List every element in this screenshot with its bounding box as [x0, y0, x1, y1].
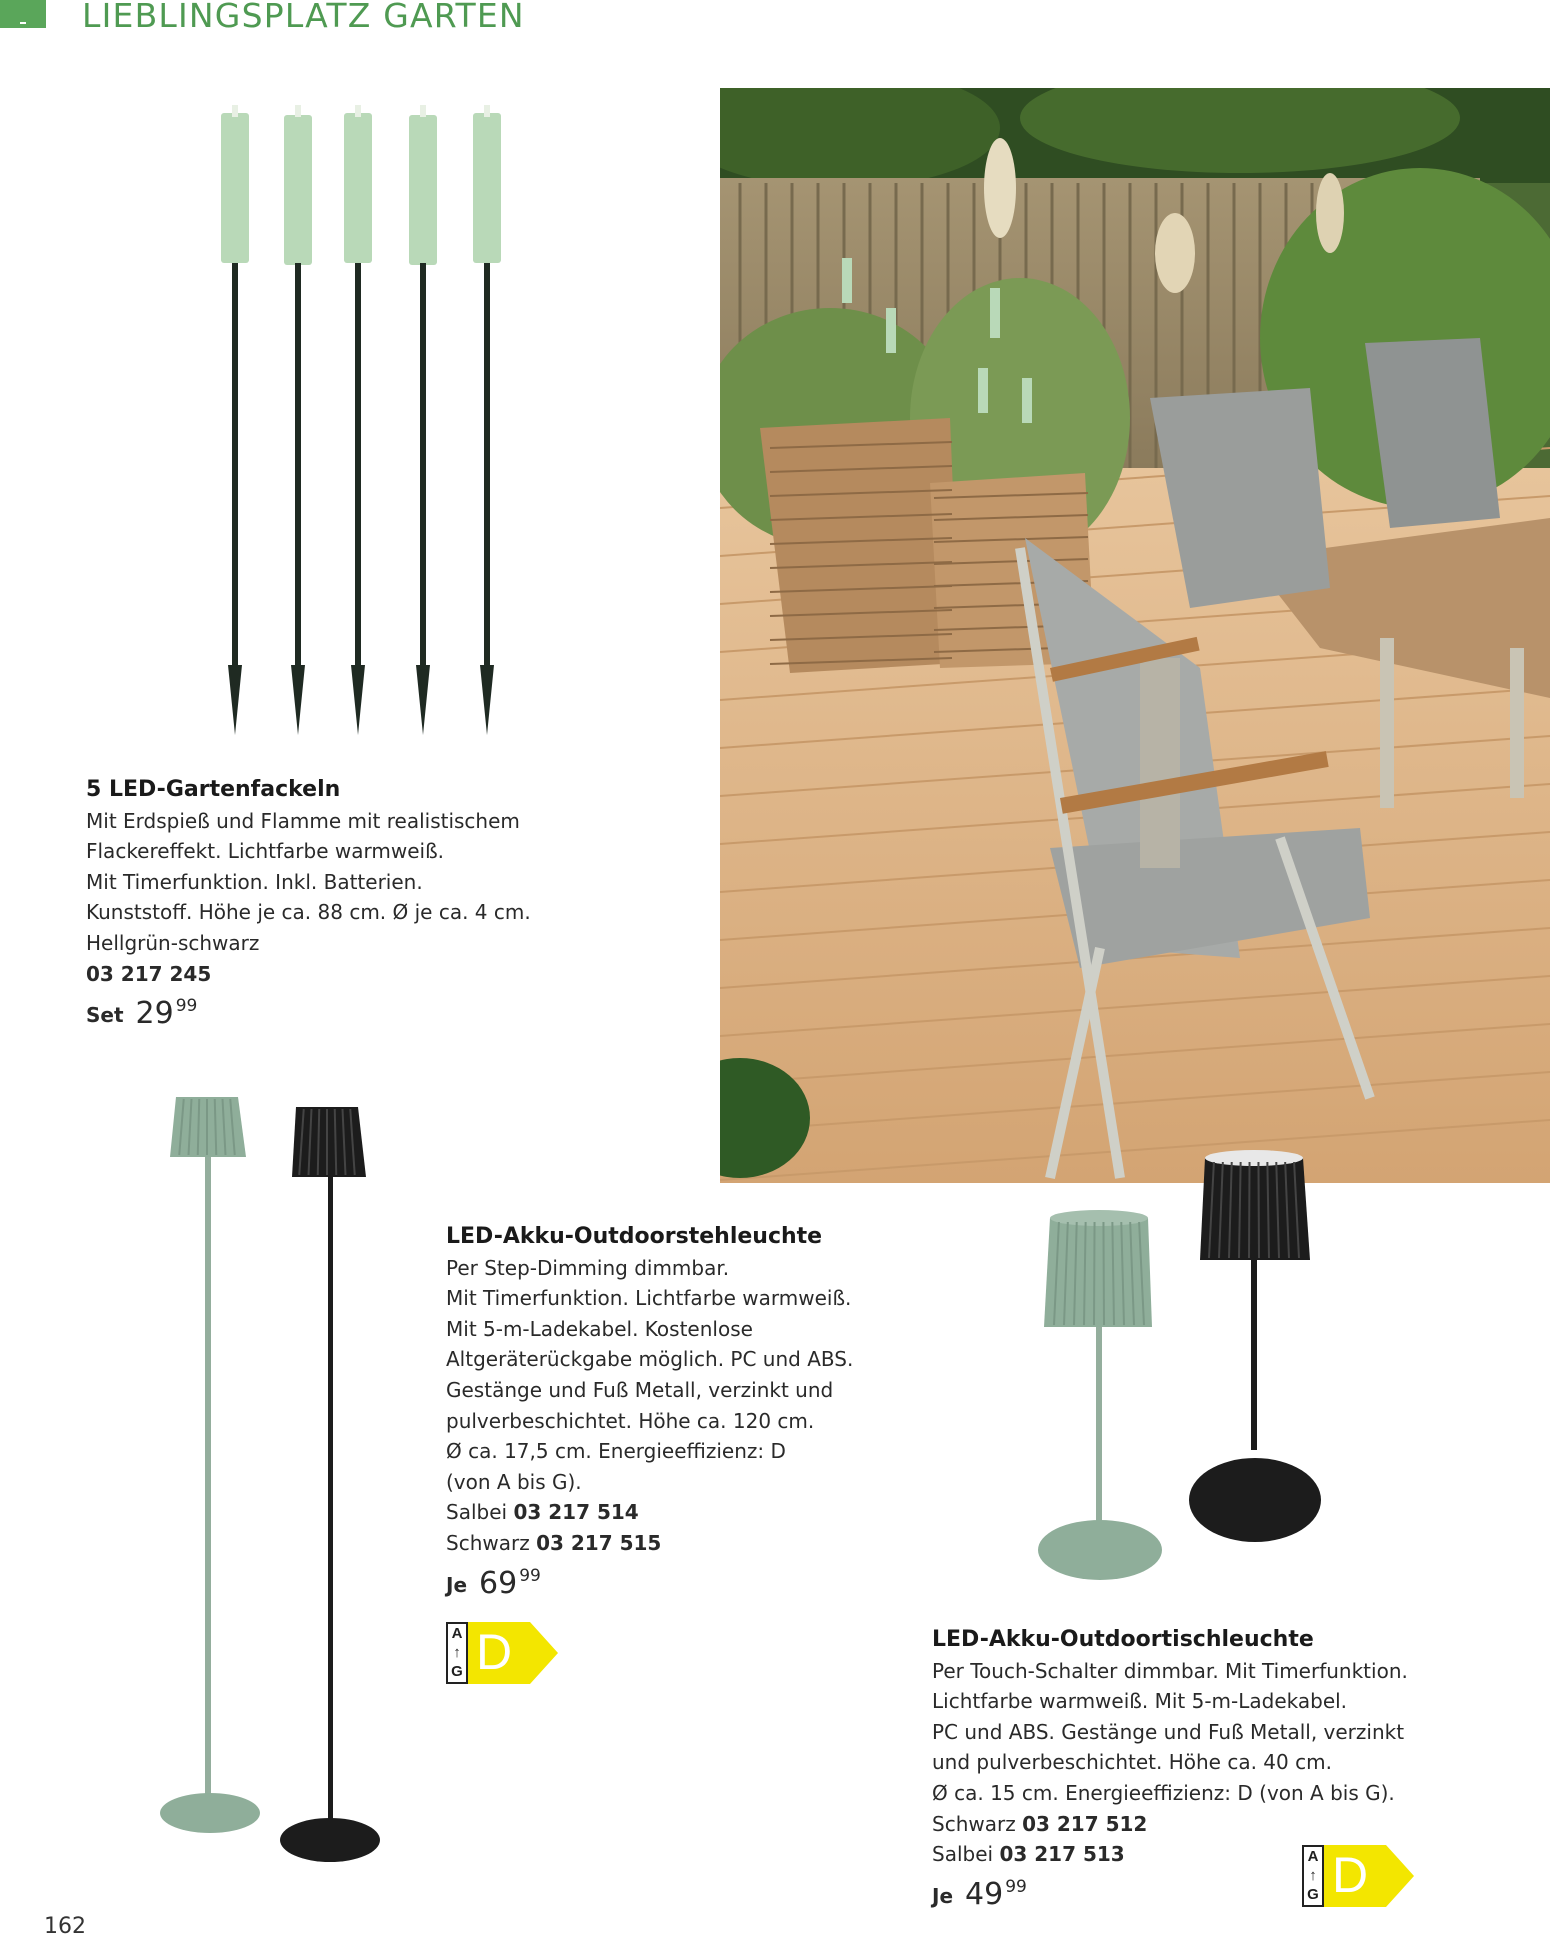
- variant-row: [932, 1809, 1452, 1840]
- description-line: Mit Timerfunktion. Lichtfarbe warmweiß.: [446, 1286, 852, 1311]
- price-unit: Set: [86, 1003, 124, 1028]
- description-line: Altgeräterückgabe möglich. PC und ABS.: [446, 1347, 854, 1372]
- torches-image: [200, 105, 550, 745]
- variant-color: Salbei: [446, 1500, 508, 1525]
- product-name: LED-Akku-Outdoorstehleuchte: [446, 1224, 823, 1249]
- price-unit: Je: [446, 1572, 468, 1597]
- variant-row: [446, 1528, 906, 1559]
- energy-scale: A ↑ G: [1302, 1845, 1324, 1907]
- description-line: Gestänge und Fuß Metall, verzinkt und: [446, 1377, 834, 1402]
- variant-color: Salbei: [932, 1842, 994, 1867]
- article-number: 03 217 245: [86, 961, 212, 986]
- article-number: 03 217 515: [536, 1530, 662, 1555]
- price-euro: 69: [479, 1565, 518, 1601]
- description-line: PC und ABS. Gestänge und Fuß Metall, verzinkt: [932, 1719, 1405, 1744]
- description-line: Kunststoff. Höhe je ca. 88 cm. Ø je ca. 4 cm.: [86, 900, 531, 925]
- description-line: Lichtfarbe warmweiß. Mit 5-m-Ladekabel.: [932, 1689, 1348, 1714]
- torch: [409, 105, 437, 735]
- energy-label: [446, 1622, 558, 1688]
- torch: [473, 105, 501, 735]
- garden-scene-photo: [720, 88, 1550, 1183]
- variant-color: Schwarz: [932, 1811, 1016, 1836]
- article-number: 03 217 514: [513, 1500, 639, 1525]
- table-lamps-image: [1030, 1140, 1330, 1580]
- description-line: Per Step-Dimming dimmbar.: [446, 1255, 730, 1280]
- variant-row: [446, 1497, 906, 1528]
- price-cent: 99: [519, 1565, 541, 1586]
- page-title: LIEBLINGSPLATZ GARTEN: [82, 0, 525, 35]
- price-euro: 49: [965, 1876, 1004, 1912]
- price: [86, 997, 606, 1031]
- description-line: pulverbeschichtet. Höhe ca. 120 cm.: [446, 1408, 815, 1433]
- page-number: 162: [44, 1914, 86, 1939]
- product-floor-lamp: [446, 1222, 906, 1601]
- description-line: Mit 5-m-Ladekabel. Kostenlose: [446, 1316, 753, 1341]
- description-line: Mit Erdspieß und Flamme mit realistischem: [86, 808, 520, 833]
- floor-lamps-image: [150, 1095, 400, 1875]
- price: [446, 1567, 906, 1601]
- energy-scale: A ↑ G: [446, 1622, 468, 1684]
- description-line: Flackereffekt. Lichtfarbe warmweiß.: [86, 839, 445, 864]
- article-number: 03 217 513: [999, 1842, 1125, 1867]
- description-line: Mit Timerfunktion. Inkl. Batterien.: [86, 869, 423, 894]
- product-name: LED-Akku-Outdoortischleuchte: [932, 1627, 1314, 1652]
- product-torches: [86, 775, 606, 1031]
- energy-class: D: [1332, 1847, 1369, 1903]
- torch: [221, 105, 249, 735]
- description-line: und pulverbeschichtet. Höhe ca. 40 cm.: [932, 1750, 1332, 1775]
- price-euro: 29: [135, 996, 174, 1032]
- torch: [284, 105, 312, 735]
- description-line: Per Touch-Schalter dimmbar. Mit Timerfunktion.: [932, 1658, 1408, 1683]
- price-unit: Je: [932, 1883, 954, 1908]
- description-line: Ø ca. 17,5 cm. Energieeffizienz: D: [446, 1439, 786, 1464]
- variant-color: Schwarz: [446, 1530, 530, 1555]
- price-cent: 99: [175, 996, 198, 1017]
- description-line: (von A bis G).: [446, 1469, 582, 1494]
- energy-class: D: [476, 1624, 513, 1680]
- description-line: Ø ca. 15 cm. Energieeffizienz: D (von A bis G).: [932, 1780, 1395, 1805]
- article-number: 03 217 512: [1022, 1811, 1148, 1836]
- brand-mark: [0, 0, 46, 28]
- energy-label: [1302, 1845, 1414, 1911]
- description-line: Hellgrün-schwarz: [86, 930, 260, 955]
- price-cent: 99: [1005, 1876, 1027, 1897]
- torch: [344, 105, 372, 735]
- product-name: 5 LED-Gartenfackeln: [86, 777, 341, 802]
